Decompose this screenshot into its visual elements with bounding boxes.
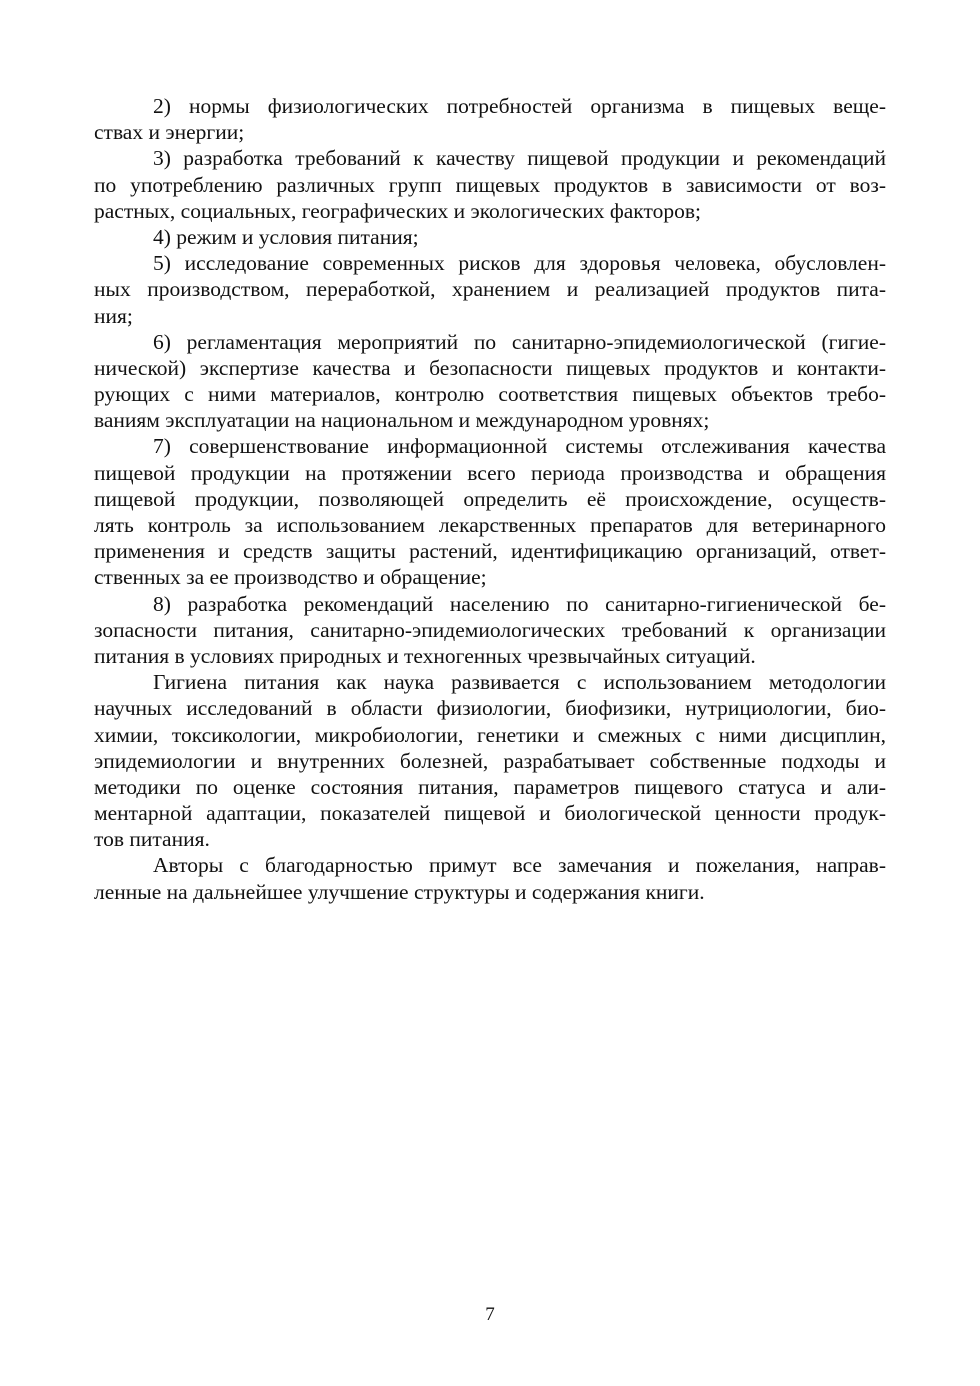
- text-line: питания в условиях природных и техногенных чрезвычайных ситуаций.: [94, 643, 756, 668]
- paragraph-list-item-5: [94, 250, 886, 329]
- text-line: Гигиена питания как наука развивается с использованием методологии: [153, 670, 886, 695]
- text-body: [94, 93, 886, 905]
- paragraph-list-item-7: [94, 433, 886, 590]
- text-line: ния;: [94, 303, 133, 328]
- text-line: научных исследований в области физиологии, биофизики, нутрициологии, био-: [94, 696, 886, 721]
- text-line: ленные на дальнейшее улучшение структуры и содержания книги.: [94, 879, 705, 904]
- text-line: ментарной адаптации, показателей пищевой и биологической ценности продук-: [94, 801, 886, 826]
- text-line: 2) нормы физиологических потребностей организма в пищевых веще-: [153, 94, 886, 118]
- text-line: тов питания.: [94, 827, 210, 852]
- text-line: методики по оценке состояния питания, параметров пищевого статуса и али-: [94, 774, 886, 799]
- text-line: 4) режим и условия питания;: [153, 224, 419, 249]
- text-line: применения и средств защиты растений, идентифицикацию организаций, ответ-: [94, 539, 886, 564]
- text-line: 8) разработка рекомендаций населению по санитарно-гигиенической бе-: [153, 591, 886, 616]
- text-line: пищевой продукции на протяжении всего периода производства и обращения: [94, 460, 886, 485]
- text-line: пищевой продукции, позволяющей определить её происхождение, осуществ-: [94, 486, 886, 511]
- paragraph-list-item-8: [94, 591, 886, 670]
- text-line: химии, токсикологии, микробиологии, генетики и смежных с ними дисциплин,: [94, 722, 886, 747]
- text-line: ваниям эксплуатации на национальном и международном уровнях;: [94, 408, 710, 433]
- text-line: ствах и энергии;: [94, 120, 245, 145]
- paragraph-authors-note: [94, 852, 886, 904]
- text-line: зопасности питания, санитарно-эпидемиологических требований к организации: [94, 617, 886, 642]
- paragraph-list-item-6: [94, 329, 886, 434]
- text-line: рующих с ними материалов, контролю соответствия пищевых объектов требо-: [94, 382, 886, 407]
- text-line: Авторы с благодарностью примут все замечания и пожелания, направ-: [153, 853, 886, 878]
- text-line: 5) исследование современных рисков для здоровья человека, обусловлен-: [153, 251, 886, 276]
- text-line: 3) разработка требований к качеству пищевой продукции и рекомендаций: [153, 146, 886, 171]
- text-line: растных, социальных, географических и экологических факторов;: [94, 198, 701, 223]
- text-line: 7) совершенствование информационной системы отслеживания качества: [153, 434, 886, 459]
- text-line: эпидемиологии и внутренних болезней, разрабатывает собственные подходы и: [94, 748, 886, 773]
- text-line: 6) регламентация мероприятий по санитарно-эпидемиологической (гигие-: [153, 329, 886, 354]
- text-line: лять контроль за использованием лекарственных препаратов для ветеринарного: [94, 513, 886, 537]
- text-line: ственных за ее производство и обращение;: [94, 565, 487, 590]
- paragraph-list-item-2: [94, 93, 886, 145]
- text-line: нической) экспертизе качества и безопасности пищевых продуктов и контакти-: [94, 355, 886, 380]
- paragraph-list-item-4: [94, 224, 886, 250]
- paragraph-list-item-3: [94, 145, 886, 224]
- text-line: по употреблению различных групп пищевых продуктов в зависимости от воз-: [94, 172, 886, 197]
- text-line: ных производством, переработкой, хранением и реализацией продуктов пита-: [94, 277, 886, 302]
- page-number: 7: [485, 1304, 495, 1325]
- paragraph-nutrition-hygiene: [94, 669, 886, 852]
